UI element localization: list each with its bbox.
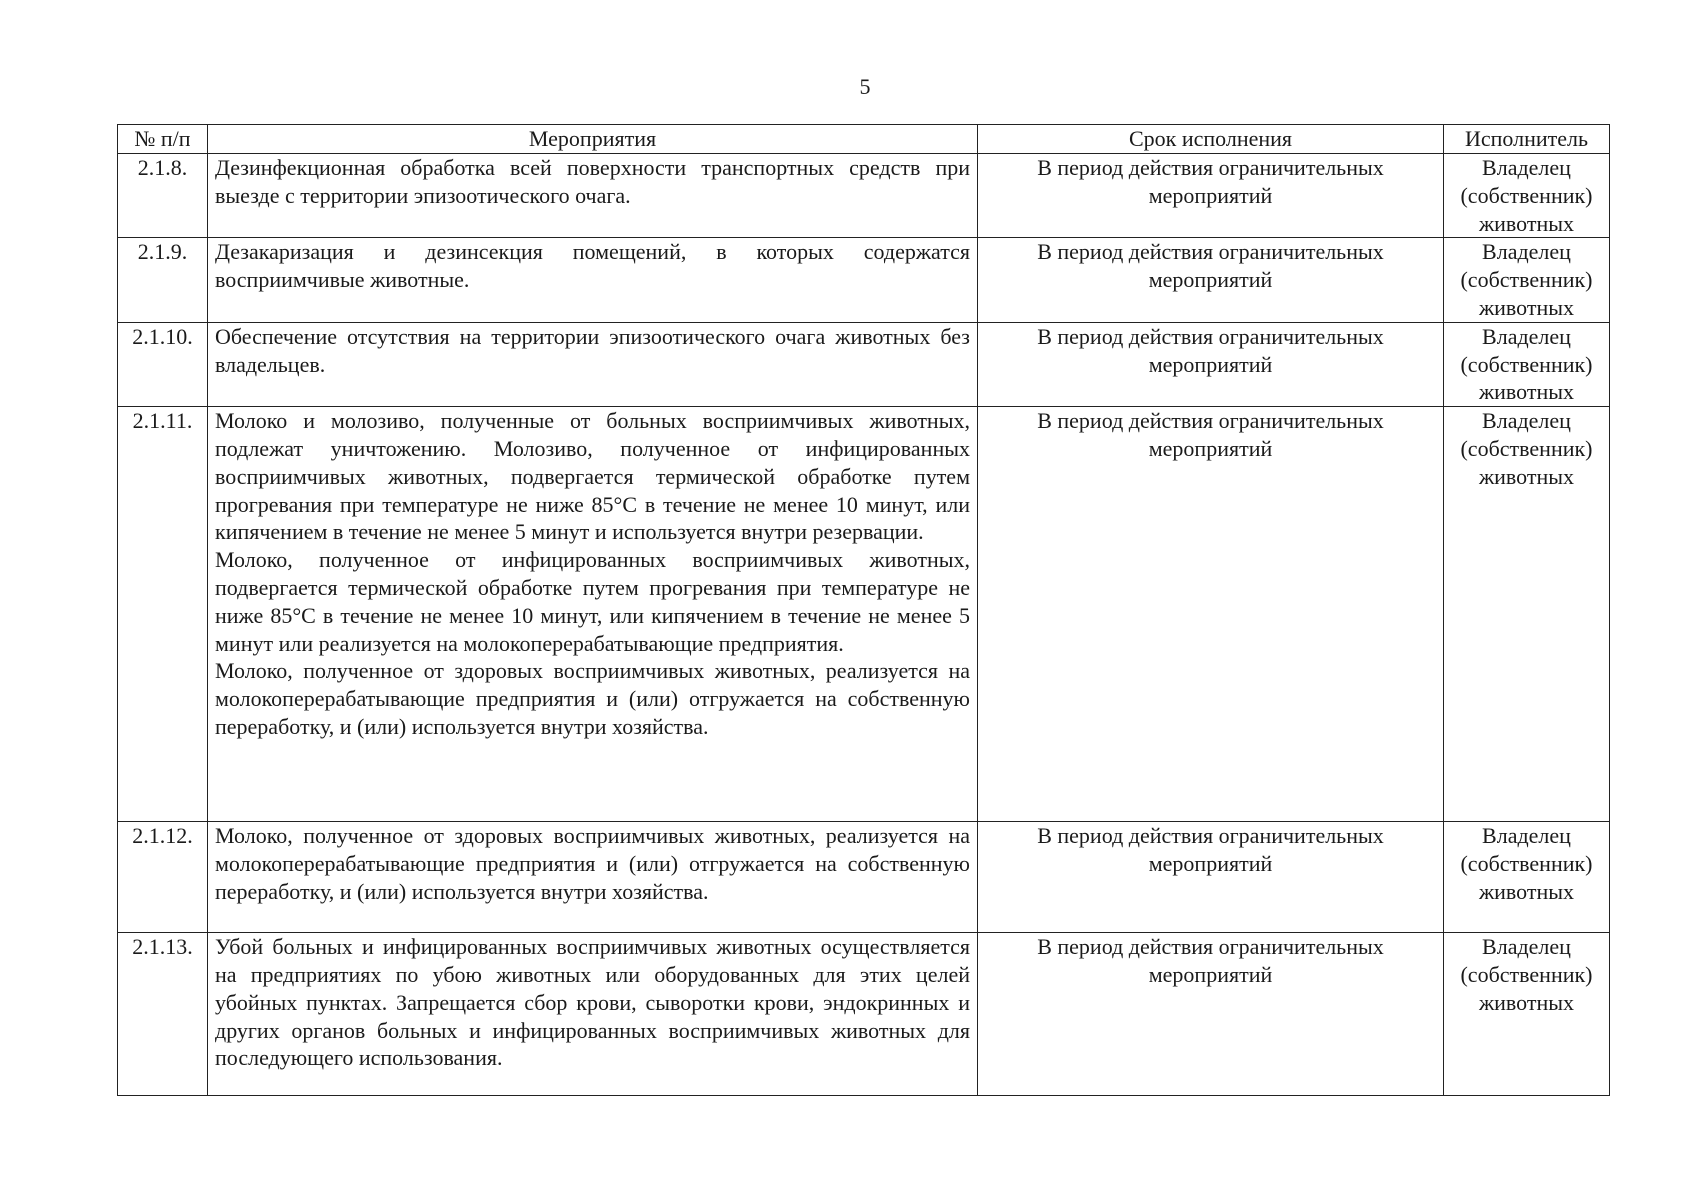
activity-text: Молоко, полученное от здоровых восприимчивых животных, реализуется на молокоперерабатывающие предприятия и (или) отгружается на собственную переработку, и (или) используется внутри хозяйства. [215, 823, 970, 904]
executor-line: (собственник) [1460, 961, 1593, 987]
term-line: мероприятий [1148, 435, 1273, 461]
term-line: мероприятий [1148, 961, 1273, 987]
row-activity [208, 407, 978, 822]
term-line: В период действия ограничительных [1037, 323, 1384, 349]
row-number: 2.1.13. [118, 933, 208, 1096]
executor-line: животных [1478, 210, 1575, 236]
executor-line: (собственник) [1460, 182, 1593, 208]
executor-line: Владелец [1482, 934, 1571, 960]
table-row [118, 933, 1610, 1096]
row-executor [1444, 407, 1610, 822]
row-number: 2.1.10. [118, 322, 208, 406]
executor-line: Владелец [1482, 823, 1571, 849]
page-number: 5 [859, 74, 871, 99]
row-executor [1444, 154, 1610, 238]
executor-line: животных [1478, 294, 1575, 320]
executor-line: животных [1478, 463, 1575, 489]
row-executor [1444, 822, 1610, 933]
measures-table [117, 124, 1610, 1096]
term-line: мероприятий [1148, 351, 1273, 377]
table-row [118, 322, 1610, 406]
executor-line: Владелец [1482, 155, 1571, 180]
header-activity: Мероприятия [208, 125, 978, 154]
executor-line: (собственник) [1460, 267, 1593, 293]
term-line: В период действия ограничительных [1037, 408, 1384, 434]
table-row [118, 822, 1610, 933]
row-number: 2.1.11. [118, 407, 208, 822]
activity-text: Обеспечение отсутствия на территории эпизоотического очага животных без владельцев. [215, 323, 970, 377]
executor-line: Владелец [1482, 323, 1571, 349]
table-header-row [118, 125, 1610, 154]
executor-line: животных [1478, 379, 1575, 405]
executor-line: Владелец [1482, 408, 1571, 434]
row-number: 2.1.12. [118, 822, 208, 933]
row-term [978, 238, 1444, 322]
row-activity [208, 933, 978, 1096]
executor-line: (собственник) [1460, 351, 1593, 377]
row-executor [1444, 933, 1610, 1096]
row-number: 2.1.8. [118, 154, 208, 238]
table-row [118, 154, 1610, 238]
header-term: Срок исполнения [978, 125, 1444, 154]
row-activity [208, 238, 978, 322]
term-line: мероприятий [1148, 182, 1273, 208]
row-term [978, 933, 1444, 1096]
row-activity [208, 322, 978, 406]
term-line: В период действия ограничительных [1037, 934, 1384, 960]
row-term [978, 154, 1444, 238]
table-row [118, 407, 1610, 822]
row-executor [1444, 238, 1610, 322]
row-activity [208, 154, 978, 238]
activity-paragraph: Молоко, полученное от инфицированных восприимчивых животных, подвергается термической обработке путем прогревания при температуре не ниже 85°С в течение не менее 10 минут, или кипячением в течение не менее 5 минут или реализуется на молокоперерабатывающие предприятия. [215, 547, 970, 656]
activity-paragraph: Молоко, полученное от здоровых восприимчивых животных, реализуется на молокоперерабатывающие предприятия и (или) отгружается на собственную переработку, и (или) используется внутри хозяйства. [215, 658, 970, 739]
row-executor [1444, 322, 1610, 406]
row-term [978, 822, 1444, 933]
activity-paragraph: Молоко и молозиво, полученные от больных восприимчивых животных, подлежат уничтожению. Молозиво, полученное от инфицированных восприимчивых животных, подвергается термической обработке путем прогревания при температуре не ниже 85°С в течение не менее 10 минут, или кипячением в течение не менее 5 минут и используется внутри резервации. [215, 408, 970, 545]
row-number: 2.1.9. [118, 238, 208, 322]
executor-line: (собственник) [1460, 850, 1593, 876]
executor-line: животных [1478, 878, 1575, 904]
term-line: мероприятий [1148, 850, 1273, 876]
row-term [978, 407, 1444, 822]
row-activity [208, 822, 978, 933]
term-line: В период действия ограничительных [1037, 823, 1384, 849]
header-number: № п/п [118, 125, 208, 154]
row-term [978, 322, 1444, 406]
executor-line: животных [1478, 989, 1575, 1015]
term-line: В период действия ограничительных [1037, 155, 1384, 180]
header-executor: Исполнитель [1444, 125, 1610, 154]
table-row [118, 238, 1610, 322]
term-line: В период действия ограничительных [1037, 239, 1384, 265]
executor-line: (собственник) [1460, 435, 1593, 461]
activity-text: Убой больных и инфицированных восприимчивых животных осуществляется на предприятиях по убою животных или оборудованных для этих целей убойных пунктах. Запрещается сбор крови, сыворотки крови, эндокринных и других органов больных и инфицированных восприимчивых животных для последующего использования. [215, 934, 970, 1071]
activity-text: Дезакаризация и дезинсекция помещений, в которых содержатся восприимчивые животные. [215, 239, 970, 293]
term-line: мероприятий [1148, 267, 1273, 293]
executor-line: Владелец [1482, 239, 1571, 265]
activity-text: Дезинфекционная обработка всей поверхности транспортных средств при выезде с территории эпизоотического очага. [215, 155, 970, 208]
